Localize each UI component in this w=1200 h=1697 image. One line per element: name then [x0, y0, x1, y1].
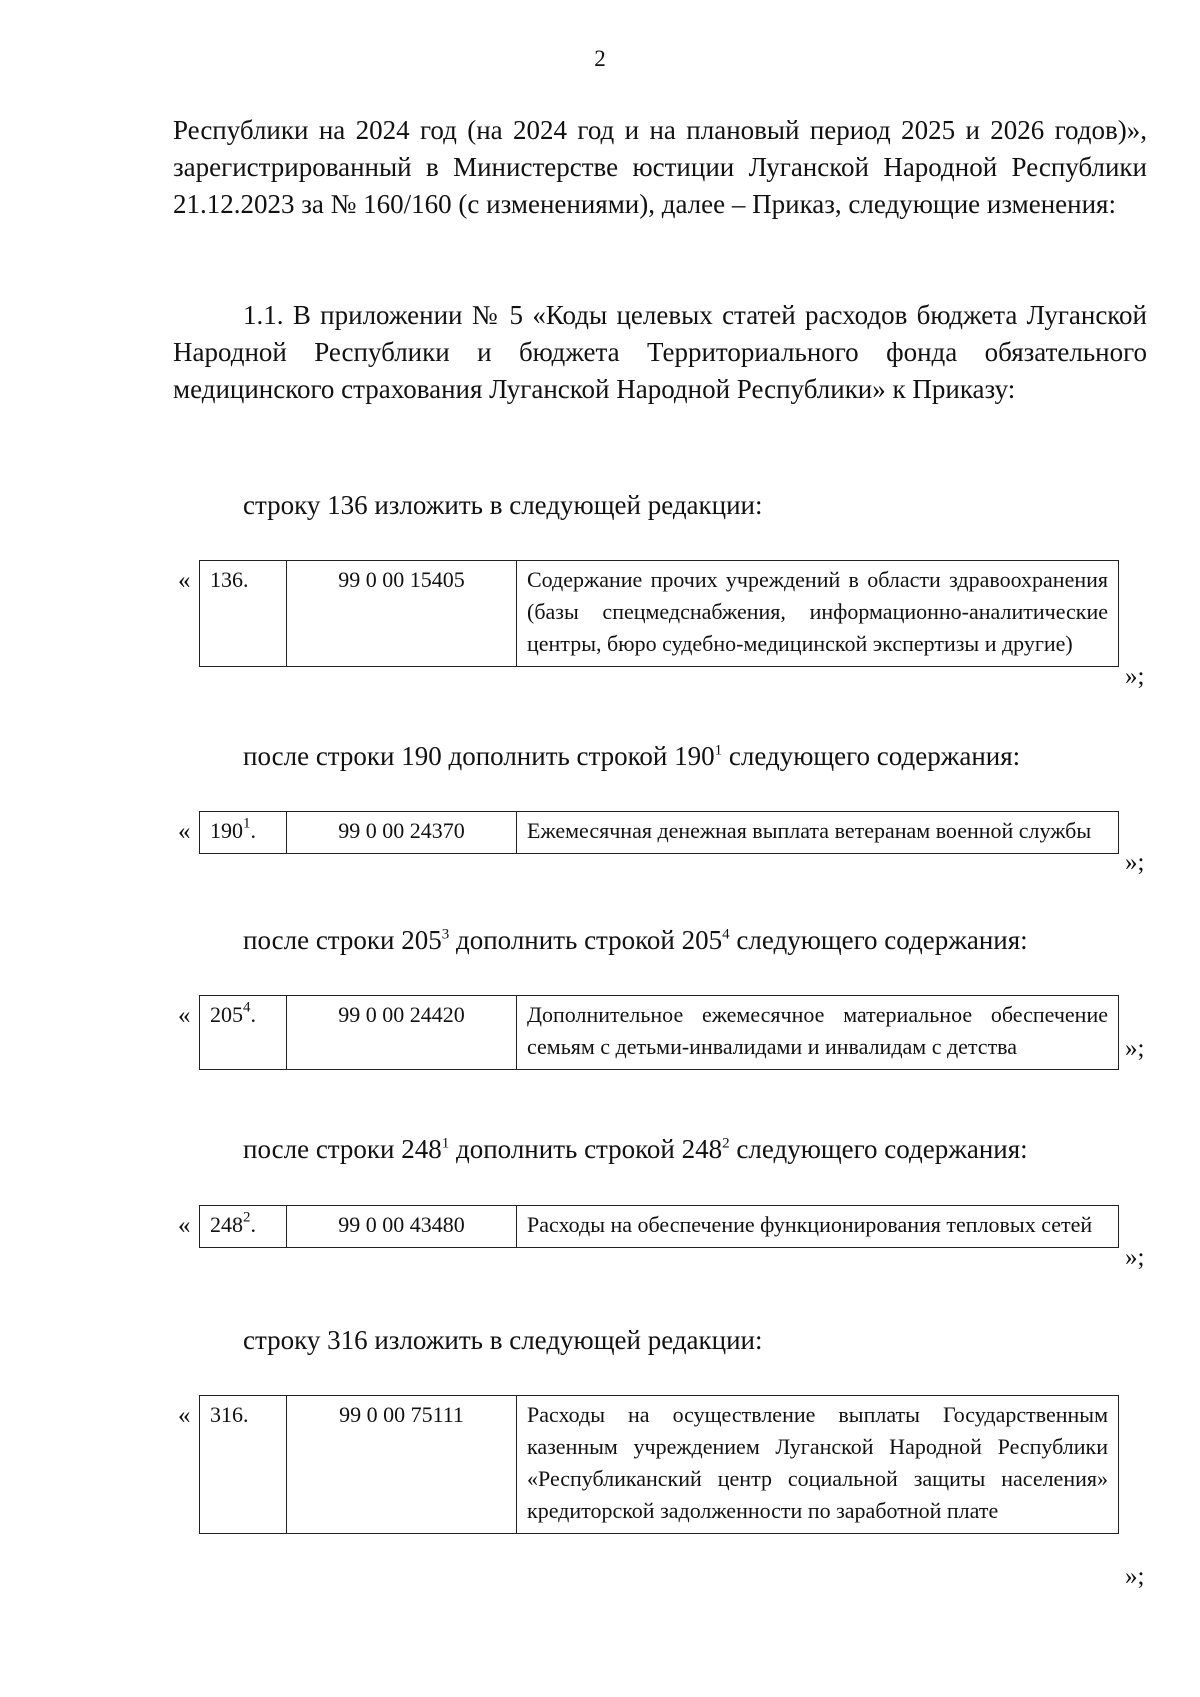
- code-table: [199, 1395, 1119, 1534]
- table-row: [200, 996, 1119, 1070]
- target-code: 99 0 00 75111: [287, 1396, 517, 1534]
- table-row: [200, 561, 1119, 667]
- row-number: $248^2$.: [200, 1206, 287, 1248]
- instruction-line: строку 136 изложить в следующей редакции:: [243, 490, 763, 520]
- expense-description: Ежемесячная денежная выплата ветеранам военной службы: [517, 812, 1119, 854]
- row-number: $205^4$.: [200, 996, 287, 1070]
- closing-quote: »;: [1125, 1035, 1145, 1062]
- instruction-line: после строки $248^1$ дополнить строкой $248^2$ следующего содержания:: [243, 1134, 1028, 1164]
- expense-description: Содержание прочих учреждений в области здравоохранения (базы спецмедснабжения, информационно-аналитические центры, бюро судебно-медицинской экспертизы и другие): [517, 561, 1119, 667]
- expense-description: Расходы на осуществление выплаты Государственным казенным учреждением Луганской Народной Республики «Республиканский центр социальной защиты населения» кредиторской задолженности по заработной плате: [517, 1396, 1119, 1534]
- code-table: [199, 1205, 1119, 1248]
- target-code: 99 0 00 24420: [287, 996, 517, 1070]
- target-code: 99 0 00 15405: [287, 561, 517, 667]
- code-table: [199, 995, 1119, 1070]
- opening-quote: «: [178, 567, 191, 594]
- closing-quote: »;: [1125, 1244, 1145, 1271]
- expense-description: Дополнительное ежемесячное материальное обеспечение семьям с детьми-инвалидами и инвалидам с детства: [517, 996, 1119, 1070]
- expense-description: Расходы на обеспечение функционирования тепловых сетей: [517, 1206, 1119, 1248]
- closing-quote: »;: [1125, 849, 1145, 876]
- row-number: 136.: [200, 561, 287, 667]
- intro-paragraph: Республики на 2024 год (на 2024 год и на плановый период 2025 и 2026 годов)», зарегистрированный в Министерстве юстиции Луганской Народной Республики 21.12.2023 за № 160/160 (с изменениями), далее – Приказ, следующие изменения:: [173, 115, 1147, 219]
- target-code: 99 0 00 24370: [287, 812, 517, 854]
- instruction-line: после строки 190 дополнить строкой $190^1$ следующего содержания:: [243, 741, 1021, 771]
- section-paragraph: 1.1. В приложении № 5 «Коды целевых статей расходов бюджета Луганской Народной Республики и бюджета Территориального фонда обязательного медицинского страхования Луганской Народной Республики» к Приказу:: [173, 300, 1147, 404]
- closing-quote: »;: [1125, 1563, 1145, 1590]
- closing-quote: »;: [1125, 663, 1145, 690]
- target-code: 99 0 00 43480: [287, 1206, 517, 1248]
- row-number: $190^1$.: [200, 812, 287, 854]
- page-number: 2: [594, 46, 606, 71]
- table-row: [200, 1396, 1119, 1534]
- code-table: [199, 560, 1119, 667]
- row-number: 316.: [200, 1396, 287, 1534]
- opening-quote: «: [178, 1002, 191, 1029]
- instruction-line: после строки $205^3$ дополнить строкой $205^4$ следующего содержания:: [243, 925, 1028, 955]
- table-row: [200, 1206, 1119, 1248]
- opening-quote: «: [178, 818, 191, 845]
- opening-quote: «: [178, 1402, 191, 1429]
- instruction-line: строку 316 изложить в следующей редакции:: [243, 1325, 763, 1355]
- code-table: [199, 811, 1119, 854]
- opening-quote: «: [178, 1212, 191, 1239]
- table-row: [200, 812, 1119, 854]
